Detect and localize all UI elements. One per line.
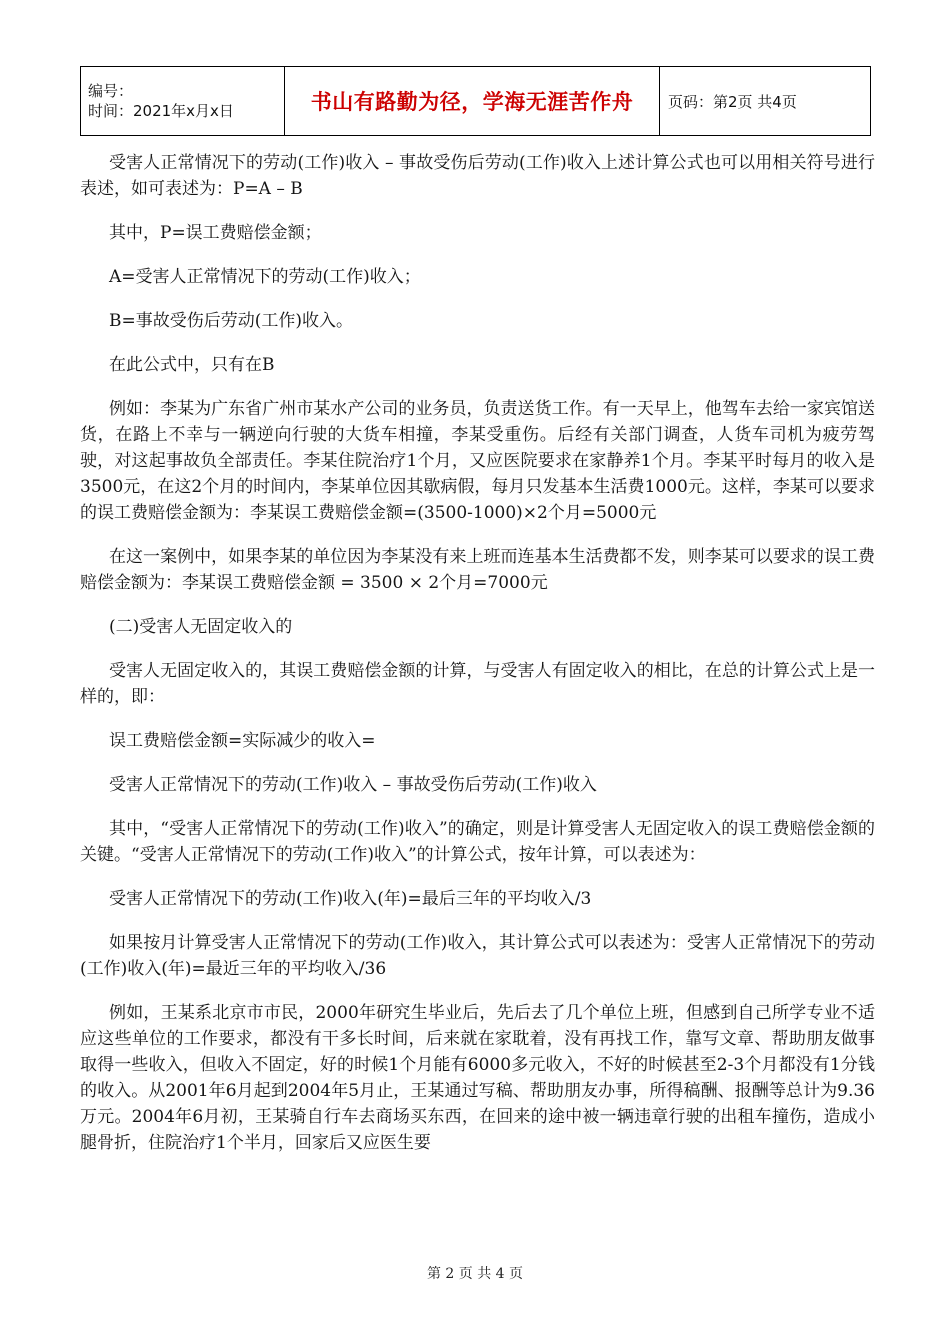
footer-page-number: 第 2 页 共 4 页 [426,1266,524,1282]
paragraph: 在此公式中，只有在B [109,355,275,375]
paragraph: 如果按月计算受害人正常情况下的劳动(工作)收入，其计算公式可以表述为：受害人正常情况下的劳动(工作)收入(年)=最近三年的平均收入/36 [80,933,875,979]
paragraph: 在这一案例中，如果李某的单位因为李某没有来上班而连基本生活费都不发，则李某可以要求的误工费赔偿金额为：李某误工费赔偿金额 = 3500 × 2个月=7000元 [80,547,875,593]
motto-text: 书山有路勤为径，学海无涯苦作舟 [310,90,634,114]
page-header [80,66,871,136]
paragraph: 其中，“受害人正常情况下的劳动(工作)收入”的确定，则是计算受害人无固定收入的误工费赔偿金额的关键。“受害人正常情况下的劳动(工作)收入”的计算公式，按年计算，可以表述为： [80,819,875,865]
paragraph: A=受害人正常情况下的劳动(工作)收入； [109,267,421,287]
paragraph: 例如，王某系北京市市民，2000年研究生毕业后，先后去了几个单位上班，但感到自己所学专业不适应这些单位的工作要求，都没有干多长时间，后来就在家耽着，没有再找工作，靠写文章、帮助朋友做事取得一些收入，但收入不固定，好的时候1个月能有6000多元收入，不好的时候甚至2-3个月都没有1分钱的收入。从2001年6月起到2004年5月止，王某通过写稿、帮助朋友办事，所得稿酬、报酬等总计为9.36万元。2004年6月初，王某骑自行车去商场买东西，在回来的途中被一辆违章行驶的出租车撞伤，造成小腿骨折，住院治疗1个半月，回家后又应医生要 [80,1003,875,1153]
paragraph: 受害人无固定收入的，其误工费赔偿金额的计算，与受害人有固定收入的相比，在总的计算公式上是一样的，即： [80,661,875,707]
date-label: 时间：2021年x月x日 [88,102,234,120]
document-body [80,150,875,1174]
paragraph: 受害人正常情况下的劳动(工作)收入(年)=最后三年的平均收入/3 [109,889,592,909]
paragraph: 其中，P=误工费赔偿金额； [109,223,322,243]
page-info: 页码：第2页 共4页 [668,92,797,111]
paragraph: 例如：李某为广东省广州市某水产公司的业务员，负责送货工作。有一天早上，他驾车去给一家宾馆送货，在路上不幸与一辆逆向行驶的大货车相撞，李某受重伤。后经有关部门调查，人货车司机为疲劳驾驶，对这起事故负全部责任。李某住院治疗1个月，又应医院要求在家静养1个月。李某平时每月的收入是3500元，在这2个月的时间内，李某单位因其歇病假，每月只发基本生活费1000元。这样，李某可以要求的误工费赔偿金额为：李某误工费赔偿金额=(3500-1000)×2个月=5000元 [80,399,875,523]
paragraph: 受害人正常情况下的劳动(工作)收入 – 事故受伤后劳动(工作)收入 [109,775,597,795]
header-motto-cell [285,67,660,136]
paragraph: 误工费赔偿金额=实际减少的收入= [109,731,376,751]
page-footer [0,1263,950,1283]
paragraph: 受害人正常情况下的劳动(工作)收入 – 事故受伤后劳动(工作)收入上述计算公式也可以用相关符号进行表述，如可表述为：P=A – B [80,153,875,199]
header-page-cell [660,67,871,136]
section-heading: (二)受害人无固定收入的 [109,617,293,637]
doc-number-label: 编号： [88,82,134,100]
paragraph: B=事故受伤后劳动(工作)收入。 [109,311,354,331]
header-meta-cell [81,67,285,136]
